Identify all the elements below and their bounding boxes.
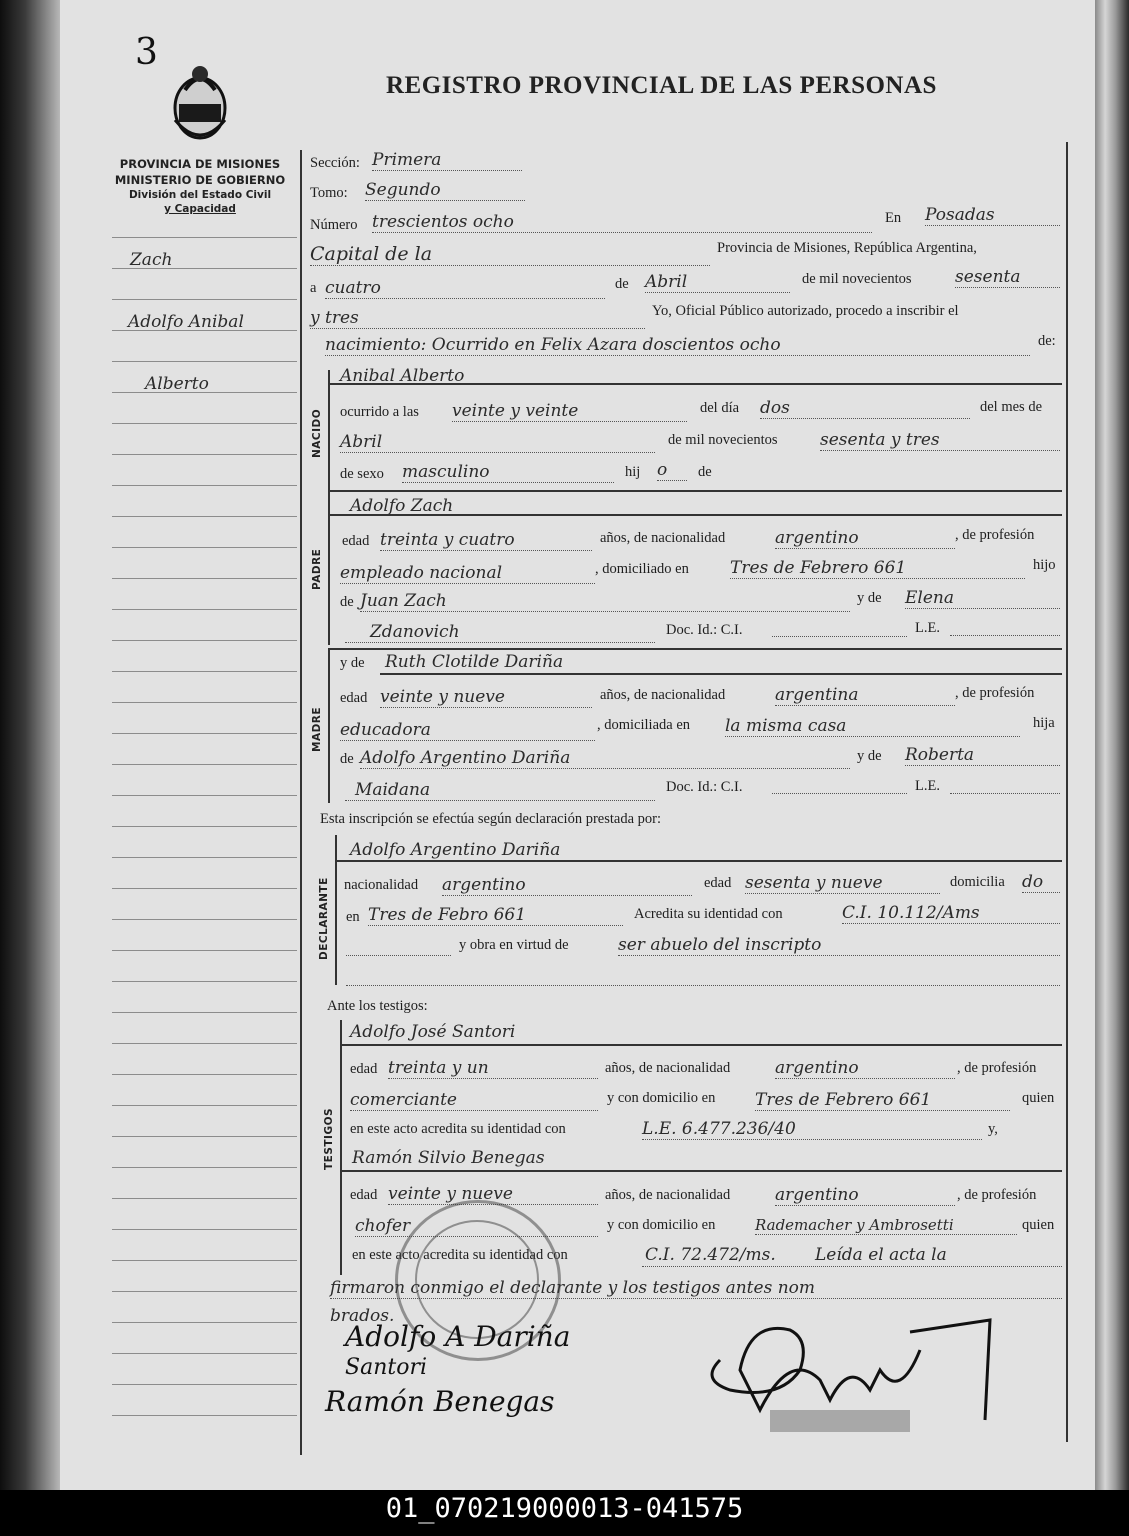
padre-madre-de-2: Zdanovich: [345, 622, 655, 643]
signature-declarante: Adolfo A Dariña: [345, 1320, 571, 1353]
margin-rule: [112, 1043, 297, 1044]
padre-domicilio: Tres de Febrero 661: [730, 558, 1025, 579]
page-edge-right: [1095, 0, 1129, 1490]
margin-rule: [112, 1415, 297, 1416]
capital-value: Capital de la: [310, 243, 710, 266]
declarante-obra-label: y obra en virtud de: [459, 937, 569, 953]
madre-le-label: L.E.: [915, 778, 940, 794]
numero-value: trescientos ocho: [372, 212, 872, 233]
testigo-1-quien: quien: [1022, 1090, 1055, 1106]
testigo-1-profesion: comerciante: [350, 1090, 598, 1111]
margin-rule: [112, 826, 297, 827]
margin-rule: [112, 1105, 297, 1106]
declarante-dom-suffix: do: [1022, 872, 1060, 893]
padre-le-label: L.E.: [915, 620, 940, 636]
madre-le-line: [950, 793, 1060, 794]
madre-madre-de: Roberta: [905, 745, 1060, 766]
testigo-2-edad: veinte y nueve: [388, 1184, 598, 1205]
margin-given-name-2: Alberto: [145, 374, 209, 394]
padre-nacionalidad: argentino: [775, 528, 955, 549]
page-number: 3: [135, 32, 158, 73]
hij-de-label: de: [698, 464, 712, 480]
margin-rule: [112, 795, 297, 796]
margin-rule: [112, 1322, 297, 1323]
padre-hijo-label: hijo: [1033, 557, 1056, 573]
margin-rule: [112, 516, 297, 517]
testigo-1-edad-label: edad: [350, 1061, 378, 1077]
margin-surname: Zach: [130, 250, 173, 270]
testigo-2-nac-label: años, de nacionalidad: [605, 1187, 731, 1203]
madre-nombre-rule: [380, 673, 1062, 675]
testigo-1-domicilio: Tres de Febrero 661: [755, 1090, 1010, 1111]
margin-rule: [112, 1384, 297, 1385]
padre-doc-line: [772, 636, 907, 637]
mes-nac-value: Abril: [340, 432, 655, 453]
madre-edad: veinte y nueve: [380, 687, 592, 708]
issuing-authority: [100, 156, 300, 216]
seccion-value: Primera: [372, 150, 522, 171]
testigo-1-identidad: L.E. 6.477.236/40: [642, 1119, 982, 1140]
madre-box-label: MADRE: [311, 706, 323, 752]
madre-doc-line: [772, 793, 907, 794]
declarante-intro: Esta inscripción se efectúa según declaración prestada por:: [320, 811, 662, 827]
hij-label: hij: [625, 464, 641, 480]
margin-rule: [112, 330, 297, 331]
testigo-2-edad-label: edad: [350, 1187, 378, 1203]
dia-value: cuatro: [325, 278, 605, 299]
padre-le-line: [950, 635, 1060, 636]
testigos-box-label: TESTIGOS: [323, 1107, 335, 1170]
margin-rule: [112, 1167, 297, 1168]
main-border-left: [300, 150, 302, 1455]
testigo-2-quien: quien: [1022, 1217, 1055, 1233]
declarante-nacionalidad: argentino: [442, 875, 692, 896]
sexo-label: de sexo: [340, 466, 384, 482]
margin-rule: [112, 702, 297, 703]
province-label: PROVINCIA DE MISIONES: [119, 157, 281, 171]
en-value: Posadas: [925, 205, 1060, 226]
declarante-extra-line: [346, 985, 1060, 986]
page-edge-left: [0, 0, 62, 1490]
margin-rule: [112, 361, 297, 362]
margin-rule: [112, 423, 297, 424]
testigo-1-nacionalidad: argentino: [775, 1058, 955, 1079]
madre-doc-label: Doc. Id.: C.I.: [666, 779, 743, 795]
madre-madre-de-2: Maidana: [345, 780, 655, 801]
provincia-label: Provincia de Misiones, República Argentina,: [717, 240, 977, 256]
scan-code: 01_070219000013-041575: [385, 1493, 744, 1524]
testigo-2-identidad: C.I. 72.472/ms.: [645, 1245, 776, 1265]
margin-rule: [112, 1074, 297, 1075]
testigo-2-domicilio: Rademacher y Ambrosetti: [755, 1216, 1017, 1235]
testigo-2-nombre-rule: [342, 1170, 1062, 1172]
declarante-edad: sesenta y nueve: [745, 873, 940, 894]
padre-prof-label: , de profesión: [955, 527, 1035, 543]
signature-testigo-1: Santori: [345, 1355, 427, 1380]
padre-box-label: PADRE: [311, 548, 323, 590]
madre-nac-label: años, de nacionalidad: [600, 687, 726, 703]
madre-dom-label: , domiciliada en: [597, 717, 691, 733]
en-label: En: [885, 210, 902, 226]
declarante-en-label: en: [346, 909, 360, 925]
mil-label: de mil novecientos: [802, 271, 912, 287]
declarante-acredita-label: Acredita su identidad con: [634, 906, 783, 922]
declarante-dom-label: domicilia: [950, 874, 1005, 890]
madre-padre-de: Adolfo Argentino Dariña: [360, 748, 850, 769]
margin-rule: [112, 237, 297, 238]
tomo-label: Tomo:: [310, 185, 348, 201]
nacido-nombre-rule: [330, 383, 1062, 385]
margin-rule: [112, 485, 297, 486]
padre-nac-label: años, de nacionalidad: [600, 530, 726, 546]
padre-dom-label: , domiciliado en: [595, 561, 689, 577]
dia-nac-value: dos: [760, 398, 970, 419]
madre-de-label: de: [340, 751, 354, 767]
anio-nac-value: sesenta y tres: [820, 430, 1060, 451]
margin-rule: [112, 609, 297, 610]
madre-domicilio: la misma casa: [725, 716, 1020, 737]
margin-rule: [112, 981, 297, 982]
declarante-nombre: Adolfo Argentino Dariña: [350, 840, 561, 860]
padre-nombre: Adolfo Zach: [350, 496, 454, 516]
margin-rule: [112, 640, 297, 641]
mes-value: Abril: [645, 272, 790, 293]
testigo-2-dom-label: y con domicilio en: [607, 1217, 716, 1233]
mes-nac-label: del mes de: [980, 399, 1043, 415]
lectura-line-1: Leída el acta la: [815, 1245, 947, 1265]
margin-rule: [112, 1198, 297, 1199]
margin-rule: [112, 547, 297, 548]
padre-nombre-rule: [330, 514, 1062, 516]
lectura-rule-1: [642, 1266, 1062, 1267]
padre-de-label: de: [340, 594, 354, 610]
acto-value: nacimiento: Ocurrido en Felix Azara doscientos ocho: [325, 335, 1030, 356]
margin-given-name-1: Adolfo Anibal: [128, 312, 244, 332]
testigo-2-profesion: chofer: [355, 1216, 598, 1237]
padre-edad-label: edad: [342, 533, 370, 549]
margin-rule: [112, 950, 297, 951]
testigos-box-border: [340, 1020, 342, 1275]
declarante-nombre-rule: [337, 860, 1062, 862]
margin-rule: [112, 392, 297, 393]
madre-nombre: Ruth Clotilde Dariña: [385, 652, 564, 672]
madre-box-border: [328, 648, 330, 803]
acto-de-label: de:: [1038, 333, 1056, 349]
testigo-2-acredita-label: en este acto acredita su identidad con: [352, 1247, 568, 1263]
margin-rule: [112, 888, 297, 889]
nacido-nombre: Anibal Alberto: [340, 366, 465, 386]
padre-top-rule: [328, 490, 1062, 492]
signature-testigo-2: Ramón Benegas: [325, 1385, 555, 1418]
margin-rule: [112, 733, 297, 734]
capacity-label: y Capacidad: [164, 203, 236, 215]
oficial-label: Yo, Oficial Público autorizado, procedo a inscribir el: [652, 303, 959, 319]
a-label: a: [310, 280, 317, 296]
document-title: REGISTRO PROVINCIAL DE LAS PERSONAS: [386, 72, 937, 99]
signature-oficial: [690, 1310, 1000, 1450]
seccion-label: Sección:: [310, 155, 360, 171]
de-label: de: [615, 276, 629, 292]
madre-yde-label: y de: [340, 655, 365, 671]
padre-yde-label: y de: [857, 590, 882, 606]
madre-edad-label: edad: [340, 690, 368, 706]
nacido-box-border: [328, 370, 330, 490]
margin-rule: [112, 1260, 297, 1261]
sexo-value: masculino: [402, 462, 614, 483]
testigo-1-nombre-rule: [342, 1044, 1062, 1046]
margin-rule: [112, 1229, 297, 1230]
margin-rule: [112, 578, 297, 579]
testigo-2-nombre: Ramón Silvio Benegas: [352, 1148, 545, 1168]
testigo-1-nac-label: años, de nacionalidad: [605, 1060, 731, 1076]
margin-rule: [112, 919, 297, 920]
division-label: División del Estado Civil: [128, 189, 272, 201]
declarante-nac-label: nacionalidad: [344, 877, 419, 893]
testigo-1-acredita-label: en este acto acredita su identidad con: [350, 1121, 566, 1137]
dia-nac-label: del día: [700, 400, 740, 416]
testigo-1-prof-label: , de profesión: [957, 1060, 1037, 1076]
declarante-edad-label: edad: [704, 875, 732, 891]
madre-profesion: educadora: [340, 720, 595, 741]
tomo-value: Segundo: [365, 180, 525, 201]
padre-madre-de: Elena: [905, 588, 1060, 609]
lectura-line-3: brados.: [330, 1306, 395, 1326]
madre-hija-label: hija: [1033, 715, 1055, 731]
margin-rule: [112, 764, 297, 765]
hora-value: veinte y veinte: [452, 401, 687, 422]
declarante-blank-line: [346, 955, 451, 956]
coat-of-arms-icon: [165, 60, 235, 142]
declarante-identidad: C.I. 10.112/Ams: [842, 903, 1060, 924]
madre-prof-label: , de profesión: [955, 685, 1035, 701]
declarante-box-label: DECLARANTE: [318, 877, 330, 960]
padre-edad: treinta y cuatro: [380, 530, 592, 551]
testigo-2-prof-label: , de profesión: [957, 1187, 1037, 1203]
anio-value-1: sesenta: [955, 267, 1060, 288]
testigo-1-dom-label: y con domicilio en: [607, 1090, 716, 1106]
testigo-2-nacionalidad: argentino: [775, 1185, 955, 1206]
nacido-box-label: NACIDO: [311, 408, 323, 458]
padre-doc-label: Doc. Id.: C.I.: [666, 622, 743, 638]
padre-padre-de: Juan Zach: [360, 591, 850, 612]
main-border-right: [1066, 142, 1068, 1442]
margin-rule: [112, 671, 297, 672]
margin-rule: [112, 454, 297, 455]
ocurrido-label: ocurrido a las: [340, 404, 419, 420]
testigo-1-y: y,: [988, 1121, 998, 1137]
testigo-1-nombre: Adolfo José Santori: [350, 1022, 516, 1042]
margin-rule: [112, 1136, 297, 1137]
padre-profesion: empleado nacional: [340, 563, 595, 584]
margin-rule: [112, 299, 297, 300]
declarante-domicilio: Tres de Febro 661: [368, 905, 623, 926]
testigos-intro: Ante los testigos:: [327, 998, 428, 1014]
testigo-1-edad: treinta y un: [388, 1058, 598, 1079]
mil-nac-label: de mil novecientos: [668, 432, 778, 448]
margin-rule: [112, 1012, 297, 1013]
margin-rule: [112, 1291, 297, 1292]
madre-top-rule: [328, 648, 1062, 650]
margin-rule: [112, 857, 297, 858]
anio-value-2: y tres: [310, 308, 645, 329]
lectura-line-2: firmaron conmigo el declarante y los testigos antes nom: [330, 1278, 1062, 1299]
numero-label: Número: [310, 217, 358, 233]
madre-nacionalidad: argentina: [775, 685, 955, 706]
declarante-virtud: ser abuelo del inscripto: [618, 935, 1060, 956]
declarante-box-border: [335, 835, 337, 985]
ministry-label: MINISTERIO DE GOBIERNO: [114, 173, 286, 187]
hij-suffix: o: [657, 460, 687, 481]
margin-rule: [112, 268, 297, 269]
margin-rule: [112, 1353, 297, 1354]
madre-yde2-label: y de: [857, 748, 882, 764]
